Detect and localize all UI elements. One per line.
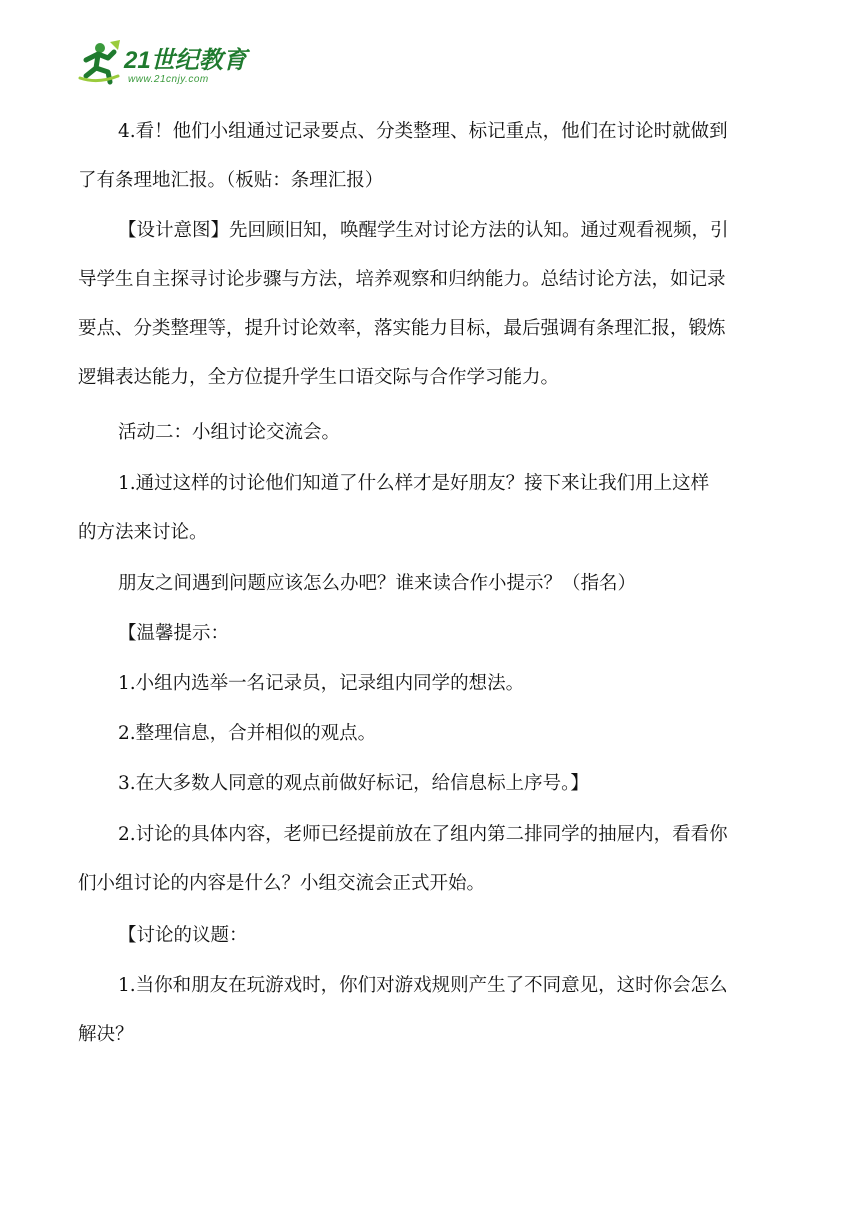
logo-url-text: www.21cnjy.com: [128, 74, 209, 85]
paragraph-discussion-content-line-2: 们小组讨论的内容是什么？小组交流会正式开始。: [78, 873, 486, 894]
tip-item-1: 1.小组内选举一名记录员，记录组内同学的想法。: [118, 673, 525, 694]
design-intent-line-1: 【设计意图】先回顾旧知，唤醒学生对讨论方法的认知。通过观看视频，引: [118, 220, 729, 241]
design-intent-line-4: 逻辑表达能力，全方位提升学生口语交际与合作学习能力。: [78, 367, 560, 388]
tip-item-3: 3.在大多数人同意的观点前做好标记，给信息标上序号。】: [118, 773, 589, 794]
paragraph-discussion-content-line-1: 2.讨论的具体内容，老师已经提前放在了组内第二排同学的抽屉内，看看你: [118, 824, 728, 845]
paragraph-1-line-1: 4.看！他们小组通过记录要点、分类整理、标记重点，他们在讨论时就做到: [118, 121, 728, 142]
design-intent-paragraph: [78, 206, 784, 402]
runner-logo-icon: [78, 38, 278, 88]
site-logo: [78, 38, 278, 88]
paragraph-1-line-2: 了有条理地汇报。（板贴：条理汇报）: [78, 170, 384, 191]
paragraph-question-1-line-2: 的方法来讨论。: [78, 522, 208, 543]
topic-item-1-line-1: 1.当你和朋友在玩游戏时，你们对游戏规则产生了不同意见，这时你会怎么: [118, 975, 728, 996]
paragraph-1: [78, 107, 784, 205]
paragraph-question-1-line-1: 1.通过这样的讨论他们知道了什么样才是好朋友？接下来让我们用上这样: [118, 473, 710, 494]
paragraph-discussion-content: [78, 810, 784, 908]
tip-item-2: 2.整理信息，合并相似的观点。: [118, 723, 377, 744]
paragraph-question-1: [78, 459, 784, 557]
activity-two-heading: 活动二：小组讨论交流会。: [118, 422, 341, 443]
logo-main-text: 21世纪教育: [124, 47, 247, 74]
tips-heading: 【温馨提示：: [118, 623, 230, 644]
topics-heading: 【讨论的议题：: [118, 925, 248, 946]
design-intent-line-2: 导学生自主探寻讨论步骤与方法，培养观察和归纳能力。总结讨论方法，如记录: [78, 269, 726, 290]
design-intent-line-3: 要点、分类整理等，提升讨论效率，落实能力目标，最后强调有条理汇报，锻炼: [78, 318, 726, 339]
paragraph-friends-problem: 朋友之间遇到问题应该怎么办吧？谁来读合作小提示？（指名）: [118, 573, 637, 594]
topic-item-1-line-2: 解决？: [78, 1024, 134, 1045]
topic-item-1: [78, 961, 784, 1059]
